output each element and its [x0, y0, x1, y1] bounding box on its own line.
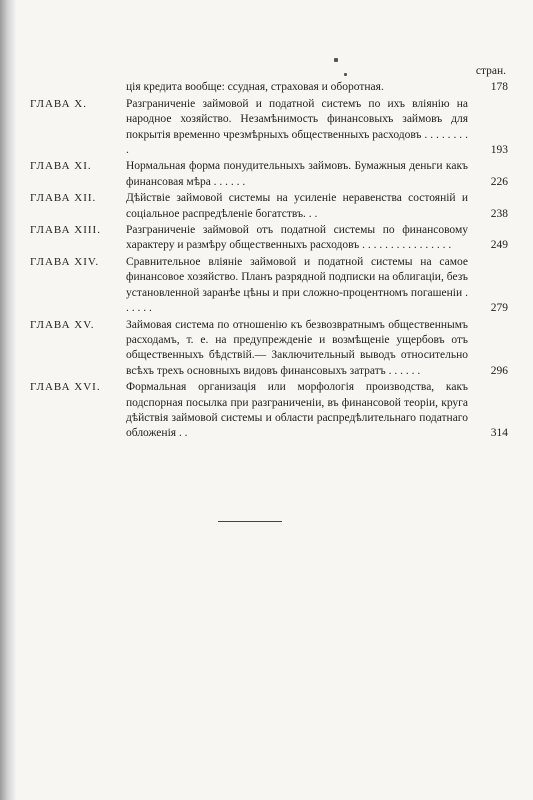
toc-entry-continuation	[30, 80, 508, 95]
entry-text: Дѣйствіе займовой системы на усиленіе неравенства состояній и соціальное распредѣленіе богатствъ. . .	[126, 192, 468, 220]
ink-speck	[334, 58, 338, 62]
toc-entry	[30, 223, 508, 254]
chapter-label: ГЛАВА XV.	[30, 318, 95, 331]
chapter-label: ГЛАВА X.	[30, 97, 87, 110]
page-number: 249	[490, 239, 508, 252]
entry-text: Разграниченіе займовой и податной системъ по ихъ вліянію на народное хозяйство. Незамѣнимость финансовыхъ займовъ для покрытія временно чрезмѣрныхъ общественныхъ расходовъ . . . . . . . . .	[126, 97, 468, 157]
entry-text: ція кредита вообще: ссудная, страховая и оборотная.	[126, 81, 384, 94]
entry-text: Займовая система по отношенію къ безвозвратнымъ общественнымъ расходамъ, т. е. на предупрежденіе и возмѣщеніе ущербовъ отъ общественныхъ бѣдствій.— Заключительный выводъ относительно всѣхъ трехъ основныхъ видовъ финансовыхъ затратъ . . . . . .	[126, 318, 468, 377]
page-number: 314	[490, 427, 508, 440]
page-number: 279	[490, 302, 508, 315]
entry-text: Формальная организація или морфологія производства, какъ подспорная посылка при разграниченіи, въ финансовой теоріи, круга дѣйствія займовой системы и области распредѣлительнаго податнаго обложенія . .	[126, 381, 468, 440]
page-number: 238	[490, 207, 508, 220]
page-column-header: стран.	[475, 65, 506, 77]
toc-entry	[30, 159, 508, 190]
page-number: 178	[490, 81, 508, 94]
toc-entry	[30, 255, 508, 317]
table-of-contents	[30, 64, 508, 443]
page-number: 193	[490, 144, 508, 157]
page-number: 226	[490, 175, 508, 188]
entry-text: Нормальная форма понудительныхъ займовъ. Бумажныя деньги какъ финансовая мѣра . . . . . .	[126, 160, 468, 188]
toc-entry	[30, 318, 508, 380]
page-number: 296	[490, 364, 508, 377]
chapter-label: ГЛАВА XII.	[30, 192, 97, 205]
chapter-label: ГЛАВА XIV.	[30, 255, 100, 268]
chapter-label: ГЛАВА XVI.	[30, 381, 101, 394]
chapter-label: ГЛАВА XI.	[30, 160, 92, 173]
book-page	[16, 0, 533, 800]
closing-rule	[218, 521, 282, 522]
scan-edge-shadow	[0, 0, 16, 800]
toc-entry	[30, 380, 508, 442]
toc-entry	[30, 97, 508, 159]
chapter-label: ГЛАВА XIII.	[30, 224, 101, 237]
entry-text: Сравнительное вліяніе займовой и податной системы на самое финансовое хозяйство. Планъ разрядной подписки на облигаціи, безъ установленной заранѣе цѣны и при сложно-процентномъ погашеніи . . . . . .	[126, 255, 468, 315]
toc-entry	[30, 191, 508, 222]
entry-text: Разграниченіе займовой отъ податной системы по финансовому характеру и размѣру общественныхъ расходовъ . . . . . . . . . . . . . . . .	[126, 224, 468, 252]
